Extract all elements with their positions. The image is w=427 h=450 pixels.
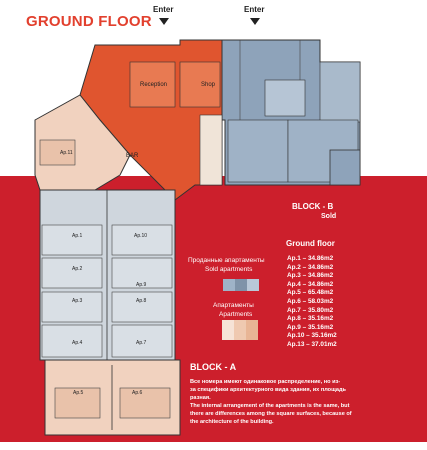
area-item: Ap.5 – 65.48m2 [287,289,334,297]
area-item: Ap.6 – 58.03m2 [287,298,334,305]
apartment-label-ap5: Ap.5 [73,390,84,396]
area-item: Ap.4 – 34.86m2 [287,280,334,288]
area-item: Ap.7 – 35.80m2 [287,306,334,314]
apartment-label-ap7: Ap.7 [136,340,147,346]
apartment-label-ap11: Ap.11 [60,150,73,156]
apartment-label-ap4: Ap.4 [72,340,83,346]
page-title: GROUND FLOOR [26,13,152,30]
area-item: Ap.9 – 35.16m2 [287,323,334,331]
room-label-reception: Reception [140,82,168,88]
enter-arrow-left-icon [159,18,169,25]
note-ru-line: за специфики архитектурного вида здания, их площадь [190,387,346,393]
area-item: Ap.13 – 37.01m2 [287,341,337,348]
legend-sold-en: Sold apartments [205,266,253,273]
note-en-line: the architecture of the building. [190,419,274,425]
areas-heading: Ground floor [286,239,335,248]
note-en-line: The internal arrangement of the apartments is the same, but [190,403,350,409]
note-ru-line: Все номера имеют одинаковое распределение, но из- [190,379,341,385]
note-ru-line: разная. [190,395,211,401]
legend-apartments-ru: Апартаменты [213,302,254,309]
enter-label-left: Enter [153,5,174,14]
apartment-label-ap10: Ap.10 [134,233,148,239]
legend-sold-ru: Проданные апартаменты [188,257,265,264]
enter-label-right: Enter [244,5,265,14]
room-label-bar: BAR [126,153,139,159]
block-b-status: Sold [321,213,337,220]
apartment-label-ap6: Ap.6 [132,390,143,396]
apartment-label-ap9: Ap.9 [136,282,147,288]
apartment-label-ap8: Ap.8 [136,298,147,304]
apartment-label-ap3: Ap.3 [72,298,83,304]
area-item: Ap.3 – 34.86m2 [287,272,334,280]
note-en-line: there are differences among the square surfaces, because of [190,411,352,417]
block-b-title: BLOCK - B [292,202,334,211]
area-item: Ap.10 – 35.16m2 [287,332,337,340]
room-label-shop: Shop [201,82,216,88]
apartment-label-ap1: Ap.1 [72,233,83,239]
block-a-title: BLOCK - A [190,362,237,372]
apartment-label-ap2: Ap.2 [72,266,83,272]
legend-apartments-en: Apartments [219,311,253,318]
bottom-strip [0,442,427,450]
area-item: Ap.8 – 35.16m2 [287,315,334,323]
enter-arrow-right-icon [250,18,260,25]
area-item: Ap.2 – 34.86m2 [287,263,334,271]
area-item: Ap.1 – 34.86m2 [287,255,334,262]
